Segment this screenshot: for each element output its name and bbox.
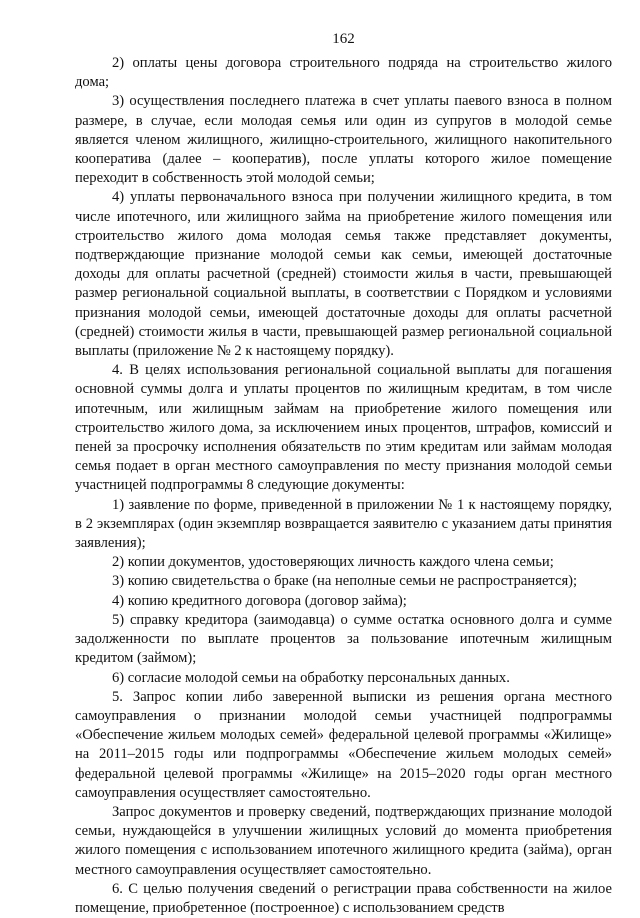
paragraph-10: 6) согласие молодой семьи на обработку персональных данных.: [112, 669, 510, 686]
document-body: [75, 54, 612, 918]
paragraph-8: 4) копию кредитного договора (договор займа);: [112, 592, 407, 609]
page-number: 162: [332, 31, 355, 47]
paragraph-9: 5) справку кредитора (заимодавца) о сумме остатка основного долга и сумме задолженности по выплате процентов за пользование ипотечным жилищным кредитом (займом);: [75, 611, 612, 667]
paragraph-1: 2) оплаты цены договора строительного подряда на строительство жилого дома;: [75, 55, 612, 91]
paragraph-13: 6. С целью получения сведений о регистрации права собственности на жилое помещение, приобретенное (построенное) с использованием средств: [75, 880, 612, 916]
paragraph-2: 3) осуществления последнего платежа в счет уплаты паевого взноса в полном размере, в случае, если молодая семья или один из супругов в молодой семье является членом жилищного, жилищно-строительного, жилищного накопительного кооператива (далее – кооператив), после уплаты которого жилое помещение переходит в собственность этой молодой семьи;: [75, 93, 612, 187]
paragraph-12: Запрос документов и проверку сведений, подтверждающих признание молодой семьи, нуждающейся в улучшении жилищных условий до момента приобретения жилого помещения с использованием ипотечного жилищного кредита (займа), орган местного самоуправления осуществляет самостоятельно.: [75, 803, 612, 878]
paragraph-4: 4. В целях использования региональной социальной выплаты для погашения основной суммы долга и уплаты процентов по жилищным кредитам, в том числе ипотечным, или жилищным займам на приобретение жилого помещения или строительство жилого дома, за исключением иных процентов, штрафов, комиссий и пеней за просрочку исполнения обязательств по этим кредитам или займам молодая семья подает в орган местного самоуправления по месту признания молодой семьи участницей подпрограммы 8 следующие документы:: [75, 362, 612, 494]
paragraph-5: 1) заявление по форме, приведенной в приложении № 1 к настоящему порядку, в 2 экземплярах (один экземпляр возвращается заявителю с указанием даты принятия заявления);: [75, 496, 612, 552]
paragraph-3: 4) уплаты первоначального взноса при получении жилищного кредита, в том числе ипотечного, или жилищного займа на приобретение жилого помещения или строительство жилого дома молодая семья также представляет документы, подтверждающие признание молодой семьи как семьи, имеющей достаточные доходы для оплаты расчетной (средней) стоимости жилья в части, превышающей размер региональной социальной выплаты, в соответствии с Порядком и условиями признания молодой семьи, имеющей достаточные доходы для оплаты расчетной (средней) стоимости жилья в части, превышающей размер региональной социальной выплаты (приложение № 2 к настоящему порядку).: [75, 189, 612, 360]
paragraph-11: 5. Запрос копии либо заверенной выписки из решения органа местного самоуправления о признании молодой семьи участницей подпрограммы «Обеспечение жильем молодых семей» федеральной целевой программы «Жилище» на 2011–2015 годы или подпрограммы «Обеспечение жильем молодых семей» федеральной целевой программы «Жилище» на 2015–2020 годы орган местного самоуправления осуществляет самостоятельно.: [75, 688, 612, 801]
paragraph-6: 2) копии документов, удостоверяющих личность каждого члена семьи;: [112, 554, 554, 571]
paragraph-7: 3) копию свидетельства о браке (на неполные семьи не распространяется);: [112, 573, 578, 590]
